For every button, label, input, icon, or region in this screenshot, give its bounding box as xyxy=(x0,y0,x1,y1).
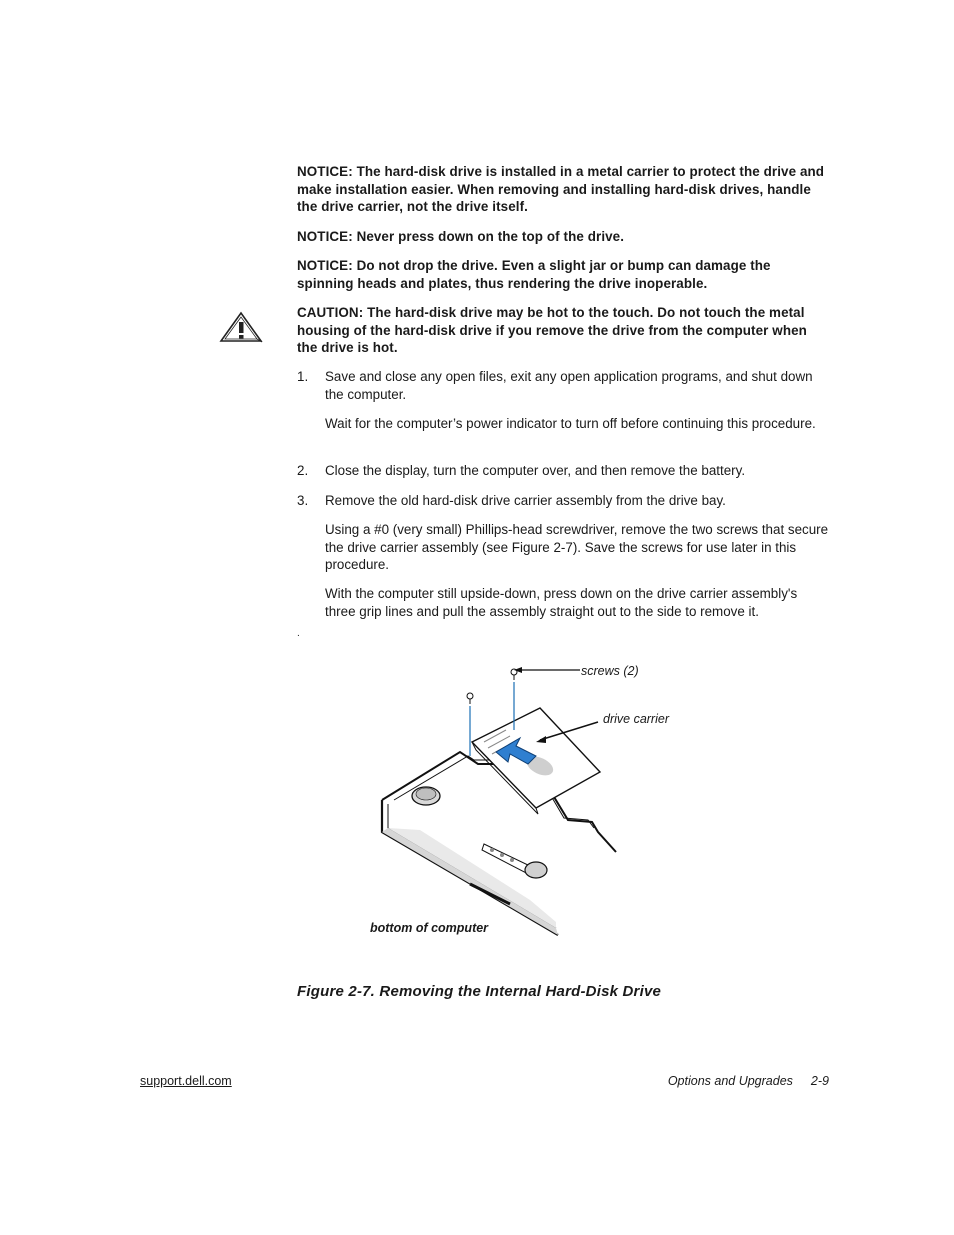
stray-mark: . xyxy=(297,628,300,639)
bottom-of-computer-label: bottom of computer xyxy=(370,921,489,935)
step-sub-paragraph: Wait for the computer’s power indicator to turn off before continuing this procedure. xyxy=(325,416,816,431)
figure-caption: Figure 2-7. Removing the Internal Hard-Disk Drive xyxy=(297,983,662,1000)
support-link[interactable]: support.dell.com xyxy=(140,1074,232,1088)
section-title: Options and Upgrades xyxy=(667,1074,793,1088)
page-number: 2-9 xyxy=(810,1074,829,1088)
step-text: Save and close any open files, exit any open application programs, and shut down the computer. xyxy=(325,369,813,402)
caution-text: CAUTION: The hard-disk drive may be hot to the touch. Do not touch the metal housing of the hard-disk drive if you remove the drive from the computer when the drive is hot. xyxy=(297,305,807,355)
notice-carrier: NOTICE: The hard-disk drive is installed in a metal carrier to protect the drive and make installation easier. When removing and installing hard-disk drives, handle the drive carrier, not the drive itself. xyxy=(297,164,825,214)
step-text: Close the display, turn the computer over, and then remove the battery. xyxy=(325,463,746,478)
step-sub-paragraph: With the computer still upside-down, press down on the drive carrier assembly's three grip lines and pull the assembly straight out to the side to remove it. xyxy=(325,586,798,619)
drive-carrier-label: drive carrier xyxy=(603,712,669,726)
screws-label: screws (2) xyxy=(581,664,639,678)
hard-drive-removal-illustration xyxy=(360,660,690,940)
step-number: 3. xyxy=(297,493,309,508)
screw-icon xyxy=(467,693,473,704)
page-footer xyxy=(600,1074,829,1088)
step-number: 1. xyxy=(297,369,309,384)
step-number: 2. xyxy=(297,463,309,478)
caution-triangle-icon xyxy=(219,311,263,343)
notice-drop: NOTICE: Do not drop the drive. Even a slight jar or bump can damage the spinning heads and plates, thus rendering the drive inoperable. xyxy=(297,258,771,291)
notice-press: NOTICE: Never press down on the top of the drive. xyxy=(297,229,625,244)
step-text: Remove the old hard-disk drive carrier assembly from the drive bay. xyxy=(325,493,726,508)
step-sub-paragraph: Using a #0 (very small) Phillips-head screwdriver, remove the two screws that secure the drive carrier assembly (see Figure 2-7). Save the screws for use later in this procedure. xyxy=(325,522,829,572)
